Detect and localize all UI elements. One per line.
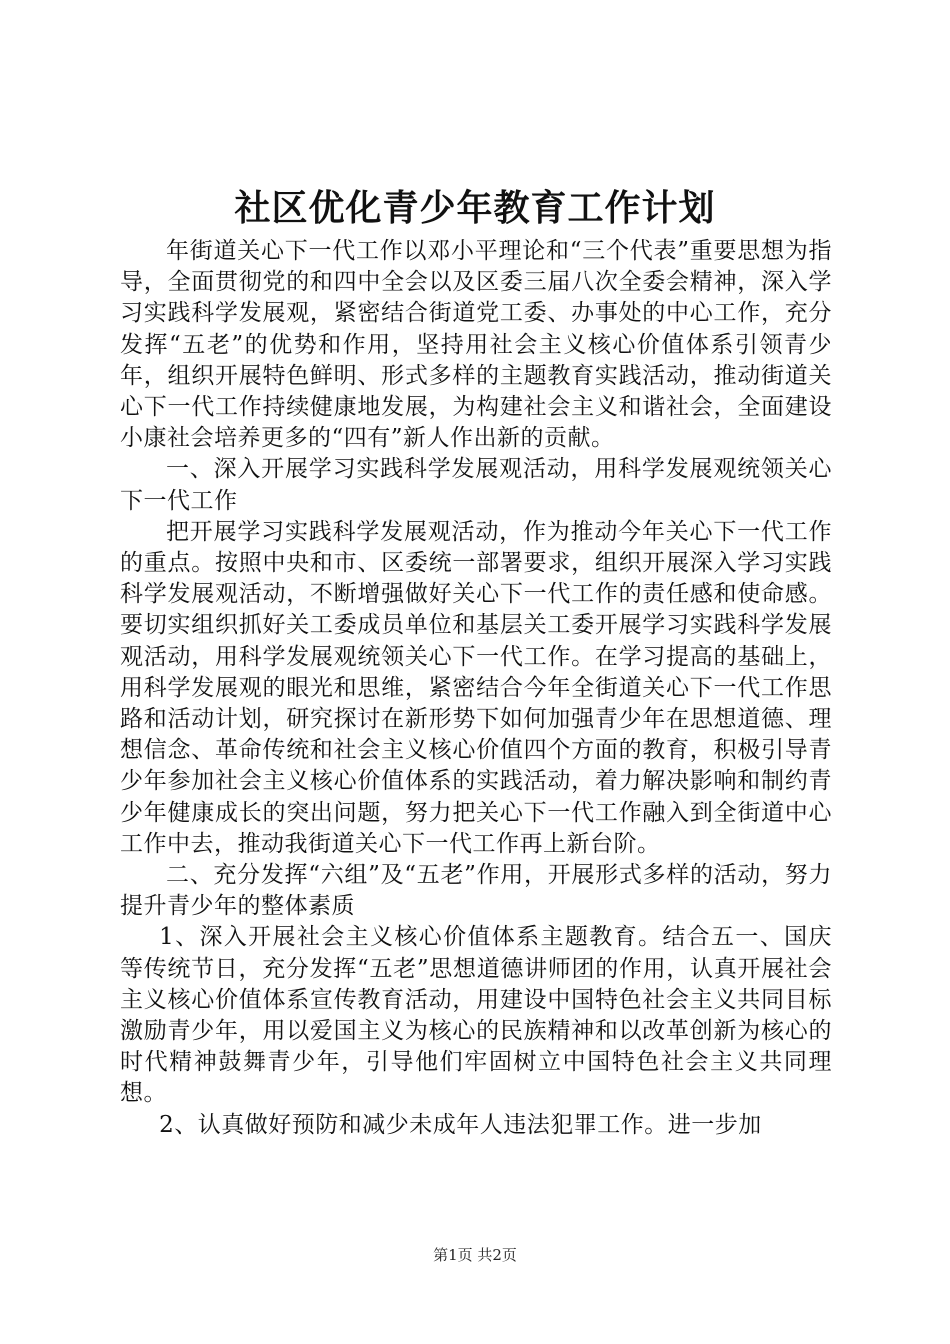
intro-paragraph: 年街道关心下一代工作以邓小平理论和“三个代表”重要思想为指导，全面贯彻党的和四中全会以及区委三届八次全委会精神，深入学习实践科学发展观，紧密结合街道党工委、办事处的中心工作，充分发挥“五老”的优势和作用，坚持用社会主义核心价值体系引领青少年，组织开展特色鲜明、形式多样的主题教育实践活动，推动街道关心下一代工作持续健康地发展，为构建社会主义和谐社会，全面建设小康社会培养更多的“四有”新人作出新的贡献。 bbox=[120, 238, 832, 452]
item-1-paragraph: 1、深入开展社会主义核心价值体系主题教育。结合五一、国庆等传统节日，充分发挥“五老”思想道德讲师团的作用，认真开展社会主义核心价值体系宣传教育活动，用建设中国特色社会主义共同目标激励青少年，用以爱国主义为核心的民族精神和以改革创新为核心的时代精神鼓舞青少年，引导他们牢固树立中国特色社会主义共同理想。 bbox=[120, 924, 832, 1107]
section-heading-1: 一、深入开展学习实践科学发展观活动，用科学发展观统领关心下一代工作 bbox=[120, 456, 832, 514]
section-1-paragraph: 把开展学习实践科学发展观活动，作为推动今年关心下一代工作的重点。按照中央和市、区委统一部署要求，组织开展深入学习实践科学发展观活动，不断增强做好关心下一代工作的责任感和使命感。要切实组织抓好关工委成员单位和基层关工委开展学习实践科学发展观活动，用科学发展观统领关心下一代工作。在学习提高的基础上，用科学发展观的眼光和思维，紧密结合今年全街道关心下一代工作思路和活动计划，研究探讨在新形势下如何加强青少年在思想道德、理想信念、革命传统和社会主义核心价值四个方面的教育，积极引导青少年参加社会主义核心价值体系的实践活动，着力解决影响和制约青少年健康成长的突出问题，努力把关心下一代工作融入到全街道中心工作中去，推动我街道关心下一代工作再上新台阶。 bbox=[120, 518, 832, 857]
document-title: 社区优化青少年教育工作计划 bbox=[234, 187, 716, 229]
document-body bbox=[120, 236, 832, 1141]
page-number-footer: 第1页 共2页 bbox=[433, 1246, 517, 1264]
item-2-paragraph: 2、认真做好预防和减少未成年人违法犯罪工作。进一步加 bbox=[159, 1111, 762, 1138]
section-heading-2: 二、充分发挥“六组”及“五老”作用，开展形式多样的活动，努力提升青少年的整体素质 bbox=[120, 862, 832, 920]
